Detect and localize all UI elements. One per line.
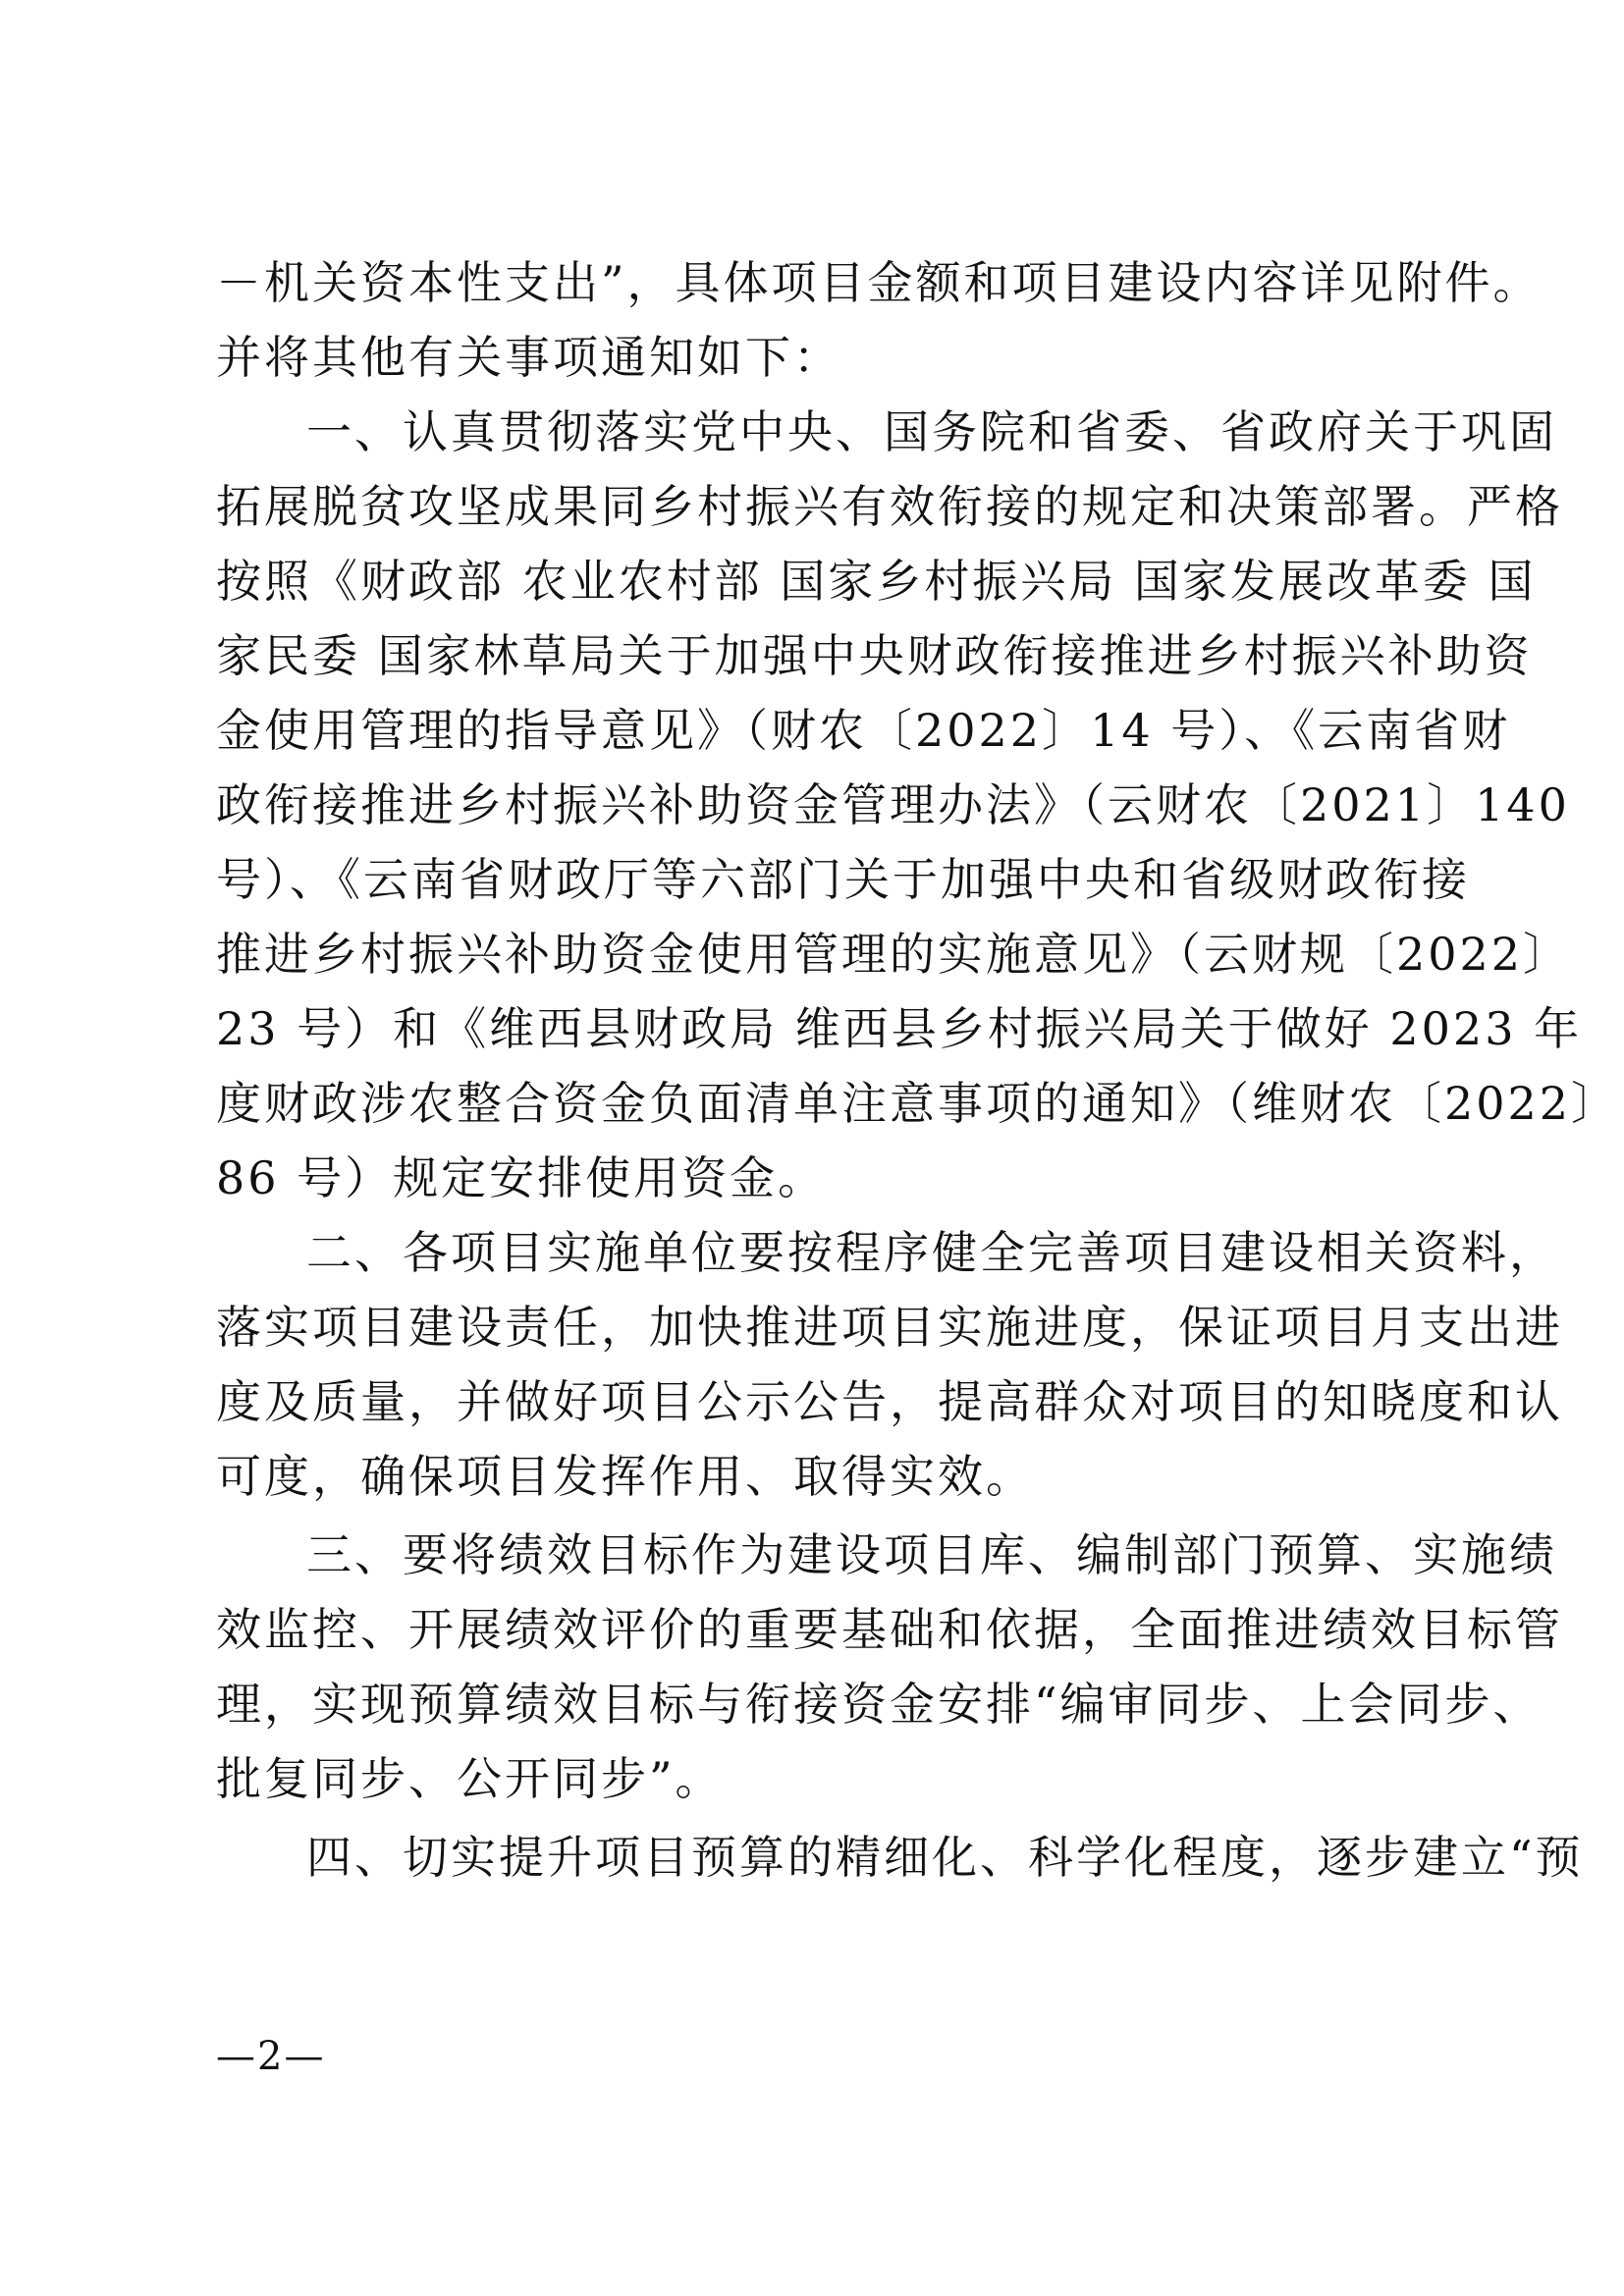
text-line: 理，实现预算绩效目标与衔接资金安排“编审同步、上会同步、 (216, 1678, 1542, 1731)
text-line: 三、要将绩效目标作为建设项目库、编制部门预算、实施绩 (306, 1528, 1557, 1581)
text-line: 推进乡村振兴补助资金使用管理的实施意见》（云财规〔2022〕 (216, 928, 1572, 981)
text-line: 并将其他有关事项通知如下： (216, 331, 841, 384)
text-line: 度及质量，并做好项目公示公告，提高群众对项目的知晓度和认 (216, 1375, 1563, 1428)
text-line: －机关资本性支出”，具体项目金额和项目建设内容详见附件。 (216, 256, 1542, 309)
text-line: 一、认真贯彻落实党中央、国务院和省委、省政府关于巩固 (306, 405, 1557, 458)
text-line: 二、各项目实施单位要按程序健全完善项目建设相关资料， (306, 1226, 1557, 1279)
text-line: 家民委 国家林草局关于加强中央财政衔接推进乡村振兴补助资 (216, 629, 1533, 682)
text-line: 度财政涉农整合资金负面清单注意事项的通知》（维财农〔2022〕 (216, 1077, 1620, 1130)
text-line: 86 号）规定安排使用资金。 (216, 1151, 827, 1204)
text-line: 落实项目建设责任，加快推进项目实施进度，保证项目月支出进 (216, 1301, 1563, 1354)
text-line: 批复同步、公开同步”。 (216, 1752, 724, 1805)
page-number: —2— (216, 2034, 326, 2079)
text-line: 政衔接推进乡村振兴补助资金管理办法》（云财农〔2021〕140 (216, 778, 1570, 831)
text-line: 23 号）和《维西县财政局 维西县乡村振兴局关于做好 2023 年 (216, 1002, 1583, 1055)
text-line: 效监控、开展绩效评价的重要基础和依据，全面推进绩效目标管 (216, 1603, 1563, 1656)
text-line: 金使用管理的指导意见》（财农〔2022〕14 号）、《云南省财 (216, 704, 1511, 757)
text-line: 四、切实提升项目预算的精细化、科学化程度，逐步建立“预 (306, 1831, 1584, 1884)
text-line: 拓展脱贫攻坚成果同乡村振兴有效衔接的规定和决策部署。严格 (216, 480, 1563, 533)
text-line: 号）、《云南省财政厅等六部门关于加强中央和省级财政衔接 (216, 853, 1470, 906)
text-line: 按照《财政部 农业农村部 国家乡村振兴局 国家发展改革委 国 (216, 555, 1537, 608)
text-line: 可度，确保项目发挥作用、取得实效。 (216, 1450, 1034, 1503)
